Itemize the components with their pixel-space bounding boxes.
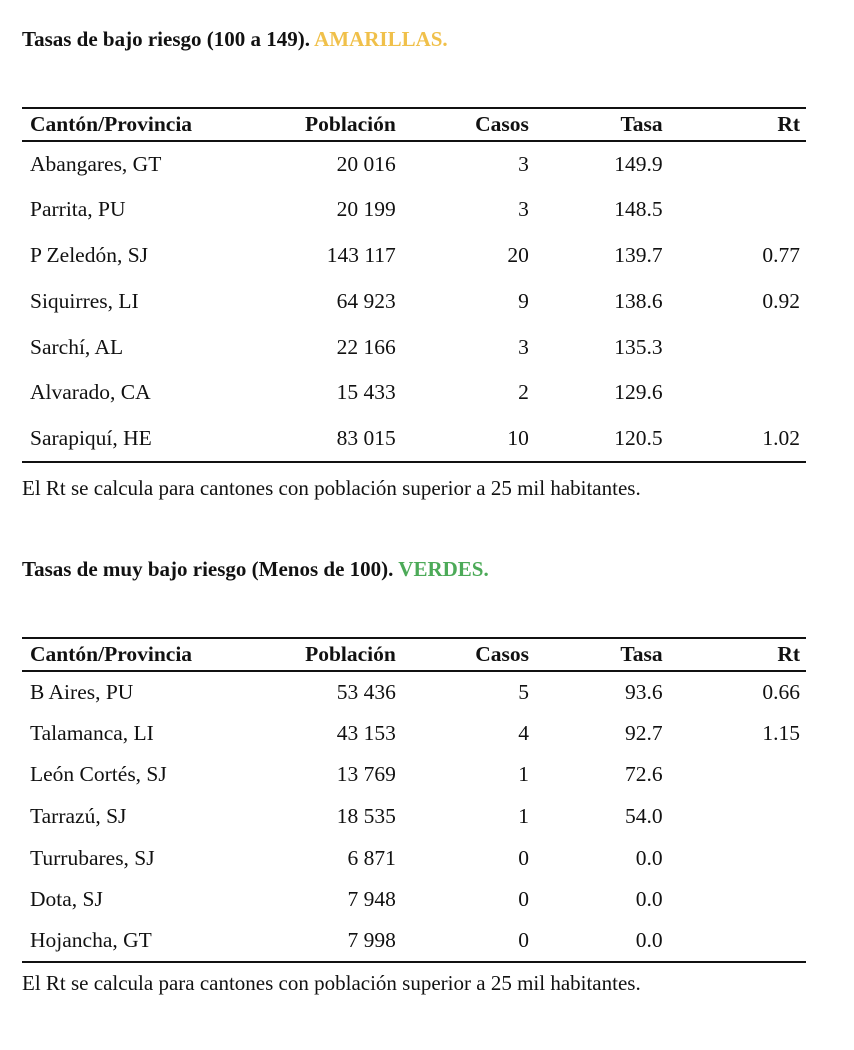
cell-tasa: 148.5 [614,197,663,222]
cell-poblacion: 20 199 [336,197,396,222]
cell-rt: 0.92 [762,288,800,313]
cell-canton: Parrita, PU [30,197,126,222]
cell-canton: Sarchí, AL [30,334,124,359]
cell-tasa: 0.0 [635,887,663,912]
cell-canton: Dota, SJ [30,887,103,912]
section-title-very-low-risk [22,557,489,582]
col-header-canton: Cantón/Provincia [22,108,277,141]
table-body [22,141,806,462]
table-row [22,796,806,838]
cell-casos: 5 [518,679,529,704]
col-header-poblacion: Población [277,108,396,141]
cell-casos: 3 [518,197,529,222]
cell-rt [663,837,806,879]
very-low-risk-table [22,637,806,963]
cell-rt: 1.02 [663,416,806,462]
cell-poblacion: 6 871 [347,845,396,870]
cell-canton: Talamanca, LI [30,720,154,745]
cell-rt [663,141,806,187]
table-row [22,671,806,713]
col-header-poblacion: Población [277,638,396,671]
cell-poblacion: 20 016 [336,151,396,176]
col-header-rt: Rt [663,108,806,141]
table-row [22,187,806,233]
cell-tasa: 93.6 [624,679,663,704]
cell-casos: 3 [518,151,529,176]
cell-tasa: 92.7 [624,720,663,745]
risk-color-label: AMARILLAS. [314,27,448,51]
cell-canton: P Zeledón, SJ [30,242,149,267]
col-header-casos: Casos [396,638,529,671]
cell-poblacion: 43 153 [336,720,396,745]
cell-rt [663,754,806,796]
table-body [22,671,806,962]
cell-canton: León Cortés, SJ [30,762,167,787]
table-row [22,141,806,187]
risk-color-label: VERDES. [398,557,489,581]
table-row [22,921,806,963]
table-row [22,278,806,324]
cell-casos: 10 [396,416,529,462]
cell-poblacion: 7 998 [277,921,396,963]
cell-poblacion: 13 769 [336,762,396,787]
cell-rt [663,324,806,370]
cell-rt [663,370,806,416]
section-title-text: Tasas de bajo riesgo (100 a 149). [22,27,310,51]
cell-tasa: 120.5 [529,416,663,462]
table-header-row [22,638,806,671]
cell-casos: 1 [518,762,529,787]
cell-tasa: 72.6 [624,762,663,787]
cell-rt [663,187,806,233]
cell-casos: 4 [518,720,529,745]
section-title-text: Tasas de muy bajo riesgo (Menos de 100). [22,557,394,581]
cell-tasa: 139.7 [614,242,663,267]
col-header-canton: Cantón/Provincia [22,638,277,671]
cell-casos: 0 [518,887,529,912]
cell-rt [663,921,806,963]
cell-canton: Sarapiquí, HE [22,416,277,462]
cell-rt: 1.15 [762,720,800,745]
table-row [22,754,806,796]
cell-rt: 0.66 [762,679,800,704]
cell-casos: 9 [518,288,529,313]
table-row [22,324,806,370]
table-row [22,837,806,879]
col-header-casos: Casos [396,108,529,141]
cell-casos: 20 [507,242,529,267]
cell-canton: Hojancha, GT [22,921,277,963]
cell-tasa: 54.0 [624,804,663,829]
cell-poblacion: 22 166 [336,334,396,359]
table-row [22,233,806,279]
cell-tasa: 138.6 [614,288,663,313]
cell-poblacion: 15 433 [336,380,396,405]
cell-rt [663,796,806,838]
cell-casos: 3 [518,334,529,359]
cell-canton: Alvarado, CA [30,380,151,405]
table-footnote: El Rt se calcula para cantones con población superior a 25 mil habitantes. [22,971,641,995]
cell-tasa: 0.0 [529,921,663,963]
table-header-row [22,108,806,141]
cell-poblacion: 64 923 [336,288,396,313]
section-title-low-risk [22,27,448,52]
cell-poblacion: 18 535 [336,804,396,829]
cell-rt [663,879,806,921]
cell-casos: 2 [518,380,529,405]
cell-casos: 0 [518,845,529,870]
cell-canton: Tarrazú, SJ [30,804,127,829]
cell-tasa: 0.0 [635,845,663,870]
cell-poblacion: 83 015 [277,416,396,462]
col-header-tasa: Tasa [529,638,663,671]
cell-canton: Turrubares, SJ [30,845,155,870]
cell-canton: Abangares, GT [30,151,162,176]
table-row [22,416,806,462]
cell-canton: Siquirres, LI [30,288,139,313]
table-row [22,713,806,755]
cell-casos: 1 [518,804,529,829]
table-row [22,879,806,921]
col-header-tasa: Tasa [529,108,663,141]
cell-poblacion: 7 948 [347,887,396,912]
cell-rt: 0.77 [762,242,800,267]
col-header-rt: Rt [663,638,806,671]
cell-tasa: 129.6 [614,380,663,405]
table-row [22,370,806,416]
cell-poblacion: 53 436 [336,679,396,704]
cell-tasa: 149.9 [614,151,663,176]
cell-canton: B Aires, PU [30,679,134,704]
cell-tasa: 135.3 [614,334,663,359]
table-footnote: El Rt se calcula para cantones con población superior a 25 mil habitantes. [22,476,641,500]
cell-casos: 0 [396,921,529,963]
low-risk-table [22,107,806,463]
cell-poblacion: 143 117 [326,242,396,267]
